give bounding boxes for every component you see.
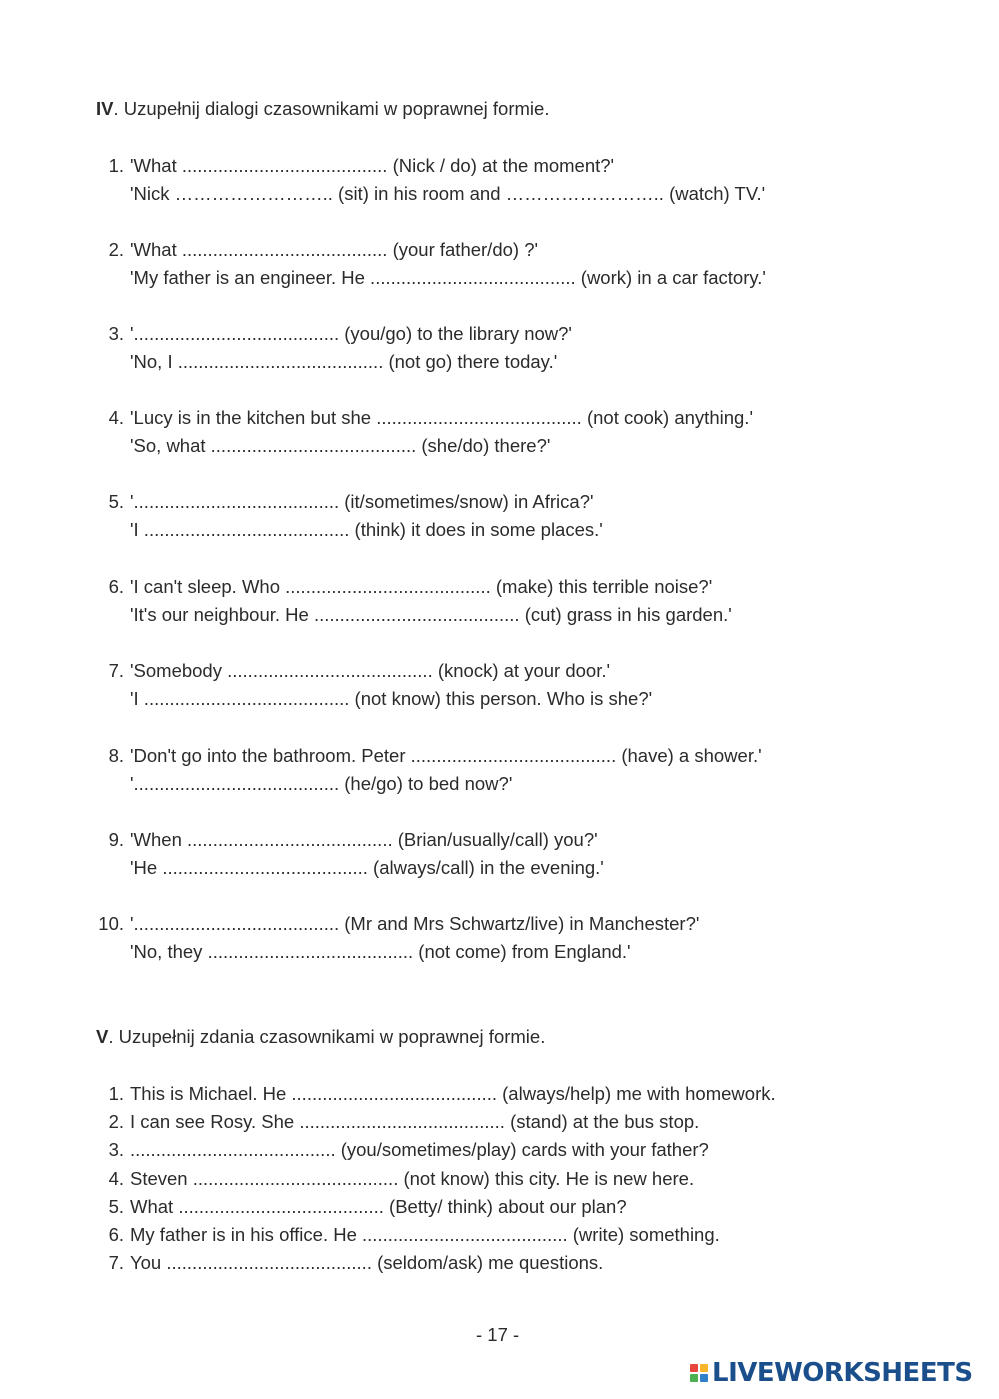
item-number: 1. <box>108 155 124 176</box>
sentence-text: I can see Rosy. She ........................................ (stand) at the bus stop. <box>130 1111 700 1133</box>
item-number: 3. <box>108 323 124 344</box>
sentence-text: This is Michael. He ........................................ (always/help) me with homework. <box>130 1083 776 1104</box>
dialogue-line-1: '........................................ (Mr and Mrs Schwartz/live) in Manchester?' <box>130 913 700 934</box>
item-number: 8. <box>108 745 124 766</box>
logo-square <box>690 1374 698 1382</box>
logo-squares-icon <box>690 1364 708 1382</box>
item-number: 7. <box>108 1252 124 1274</box>
logo-text: LIVEWORKSHEETS <box>712 1358 973 1388</box>
page-number: - 17 - <box>476 1324 520 1345</box>
logo-square <box>700 1374 708 1382</box>
item-number: 4. <box>108 1167 124 1189</box>
sentence-text: You ........................................ (seldom/ask) me questions. <box>130 1252 604 1274</box>
section-4-instruction: . Uzupełnij dialogi czasownikami w poprawnej formie. <box>113 98 550 119</box>
sentence-text: Steven ........................................ (not know) this city. He is new here. <box>130 1167 695 1189</box>
item-number: 5. <box>108 1195 124 1217</box>
dialogue-line-1: 'What ........................................ (Nick / do) at the moment?' <box>130 155 615 176</box>
dialogue-line-2: 'Nick …………………….. (sit) in his room and …………………….. (watch) TV.' <box>130 183 766 204</box>
dialogue-line-2: 'So, what ........................................ (she/do) there?' <box>130 435 551 456</box>
dialogue-line-1: 'When ........................................ (Brian/usually/call) you?' <box>130 829 598 850</box>
dialogue-line-2: 'I ........................................ (not know) this person. Who is she?' <box>130 688 653 709</box>
dialogue-line-2: 'No, I ........................................ (not go) there today.' <box>130 351 558 372</box>
dialogue-line-1: 'What ........................................ (your father/do) ?' <box>130 239 539 260</box>
dialogue-line-2: 'No, they ........................................ (not come) from England.' <box>130 941 631 962</box>
dialogue-line-2: 'He ........................................ (always/call) in the evening.' <box>130 857 604 878</box>
item-number: 6. <box>108 576 124 597</box>
dialogue-line-2: 'I ........................................ (think) it does in some places.' <box>130 519 603 540</box>
item-number: 1. <box>108 1083 124 1104</box>
item-number: 2. <box>108 239 124 260</box>
dialogue-line-1: '........................................ (it/sometimes/snow) in Africa?' <box>130 491 594 512</box>
section-4-label: IV <box>96 98 114 119</box>
sentence-text: My father is in his office. He ........................................ (write) something. <box>130 1224 720 1245</box>
logo-square <box>700 1364 708 1372</box>
item-number: 2. <box>108 1111 124 1133</box>
dialogue-line-1: '........................................ (you/go) to the library now?' <box>130 323 572 344</box>
section-5-heading <box>96 1026 545 1048</box>
dialogue-line-2: 'My father is an engineer. He ........................................ (work) in a car factory.' <box>130 267 766 288</box>
item-number: 9. <box>108 829 124 850</box>
dialogue-line-1: 'Don't go into the bathroom. Peter ........................................ (have) a shower.' <box>130 745 762 766</box>
item-number: 10. <box>98 913 124 934</box>
item-number: 5. <box>108 491 124 512</box>
item-number: 3. <box>108 1139 124 1161</box>
dialogue-line-2: '........................................ (he/go) to bed now?' <box>130 773 513 794</box>
section-5-label: V <box>96 1026 109 1047</box>
dialogue-line-1: 'Somebody ........................................ (knock) at your door.' <box>130 660 611 681</box>
liveworksheets-logo <box>690 1359 973 1387</box>
sentence-text: ........................................ (you/sometimes/play) cards with your father? <box>130 1139 709 1161</box>
dialogue-line-1: 'Lucy is in the kitchen but she ........................................ (not cook) anything.' <box>130 407 753 428</box>
item-number: 6. <box>108 1224 124 1245</box>
dialogue-line-2: 'It's our neighbour. He ........................................ (cut) grass in his garden.' <box>130 604 732 625</box>
section-4-heading <box>96 98 549 120</box>
item-number: 4. <box>108 407 124 428</box>
dialogue-line-1: 'I can't sleep. Who ........................................ (make) this terrible noise?' <box>130 576 713 597</box>
logo-square <box>690 1364 698 1372</box>
section-5-instruction: . Uzupełnij zdania czasownikami w poprawnej formie. <box>108 1026 546 1047</box>
item-number: 7. <box>108 660 124 681</box>
sentence-text: What ........................................ (Betty/ think) about our plan? <box>130 1195 627 1217</box>
